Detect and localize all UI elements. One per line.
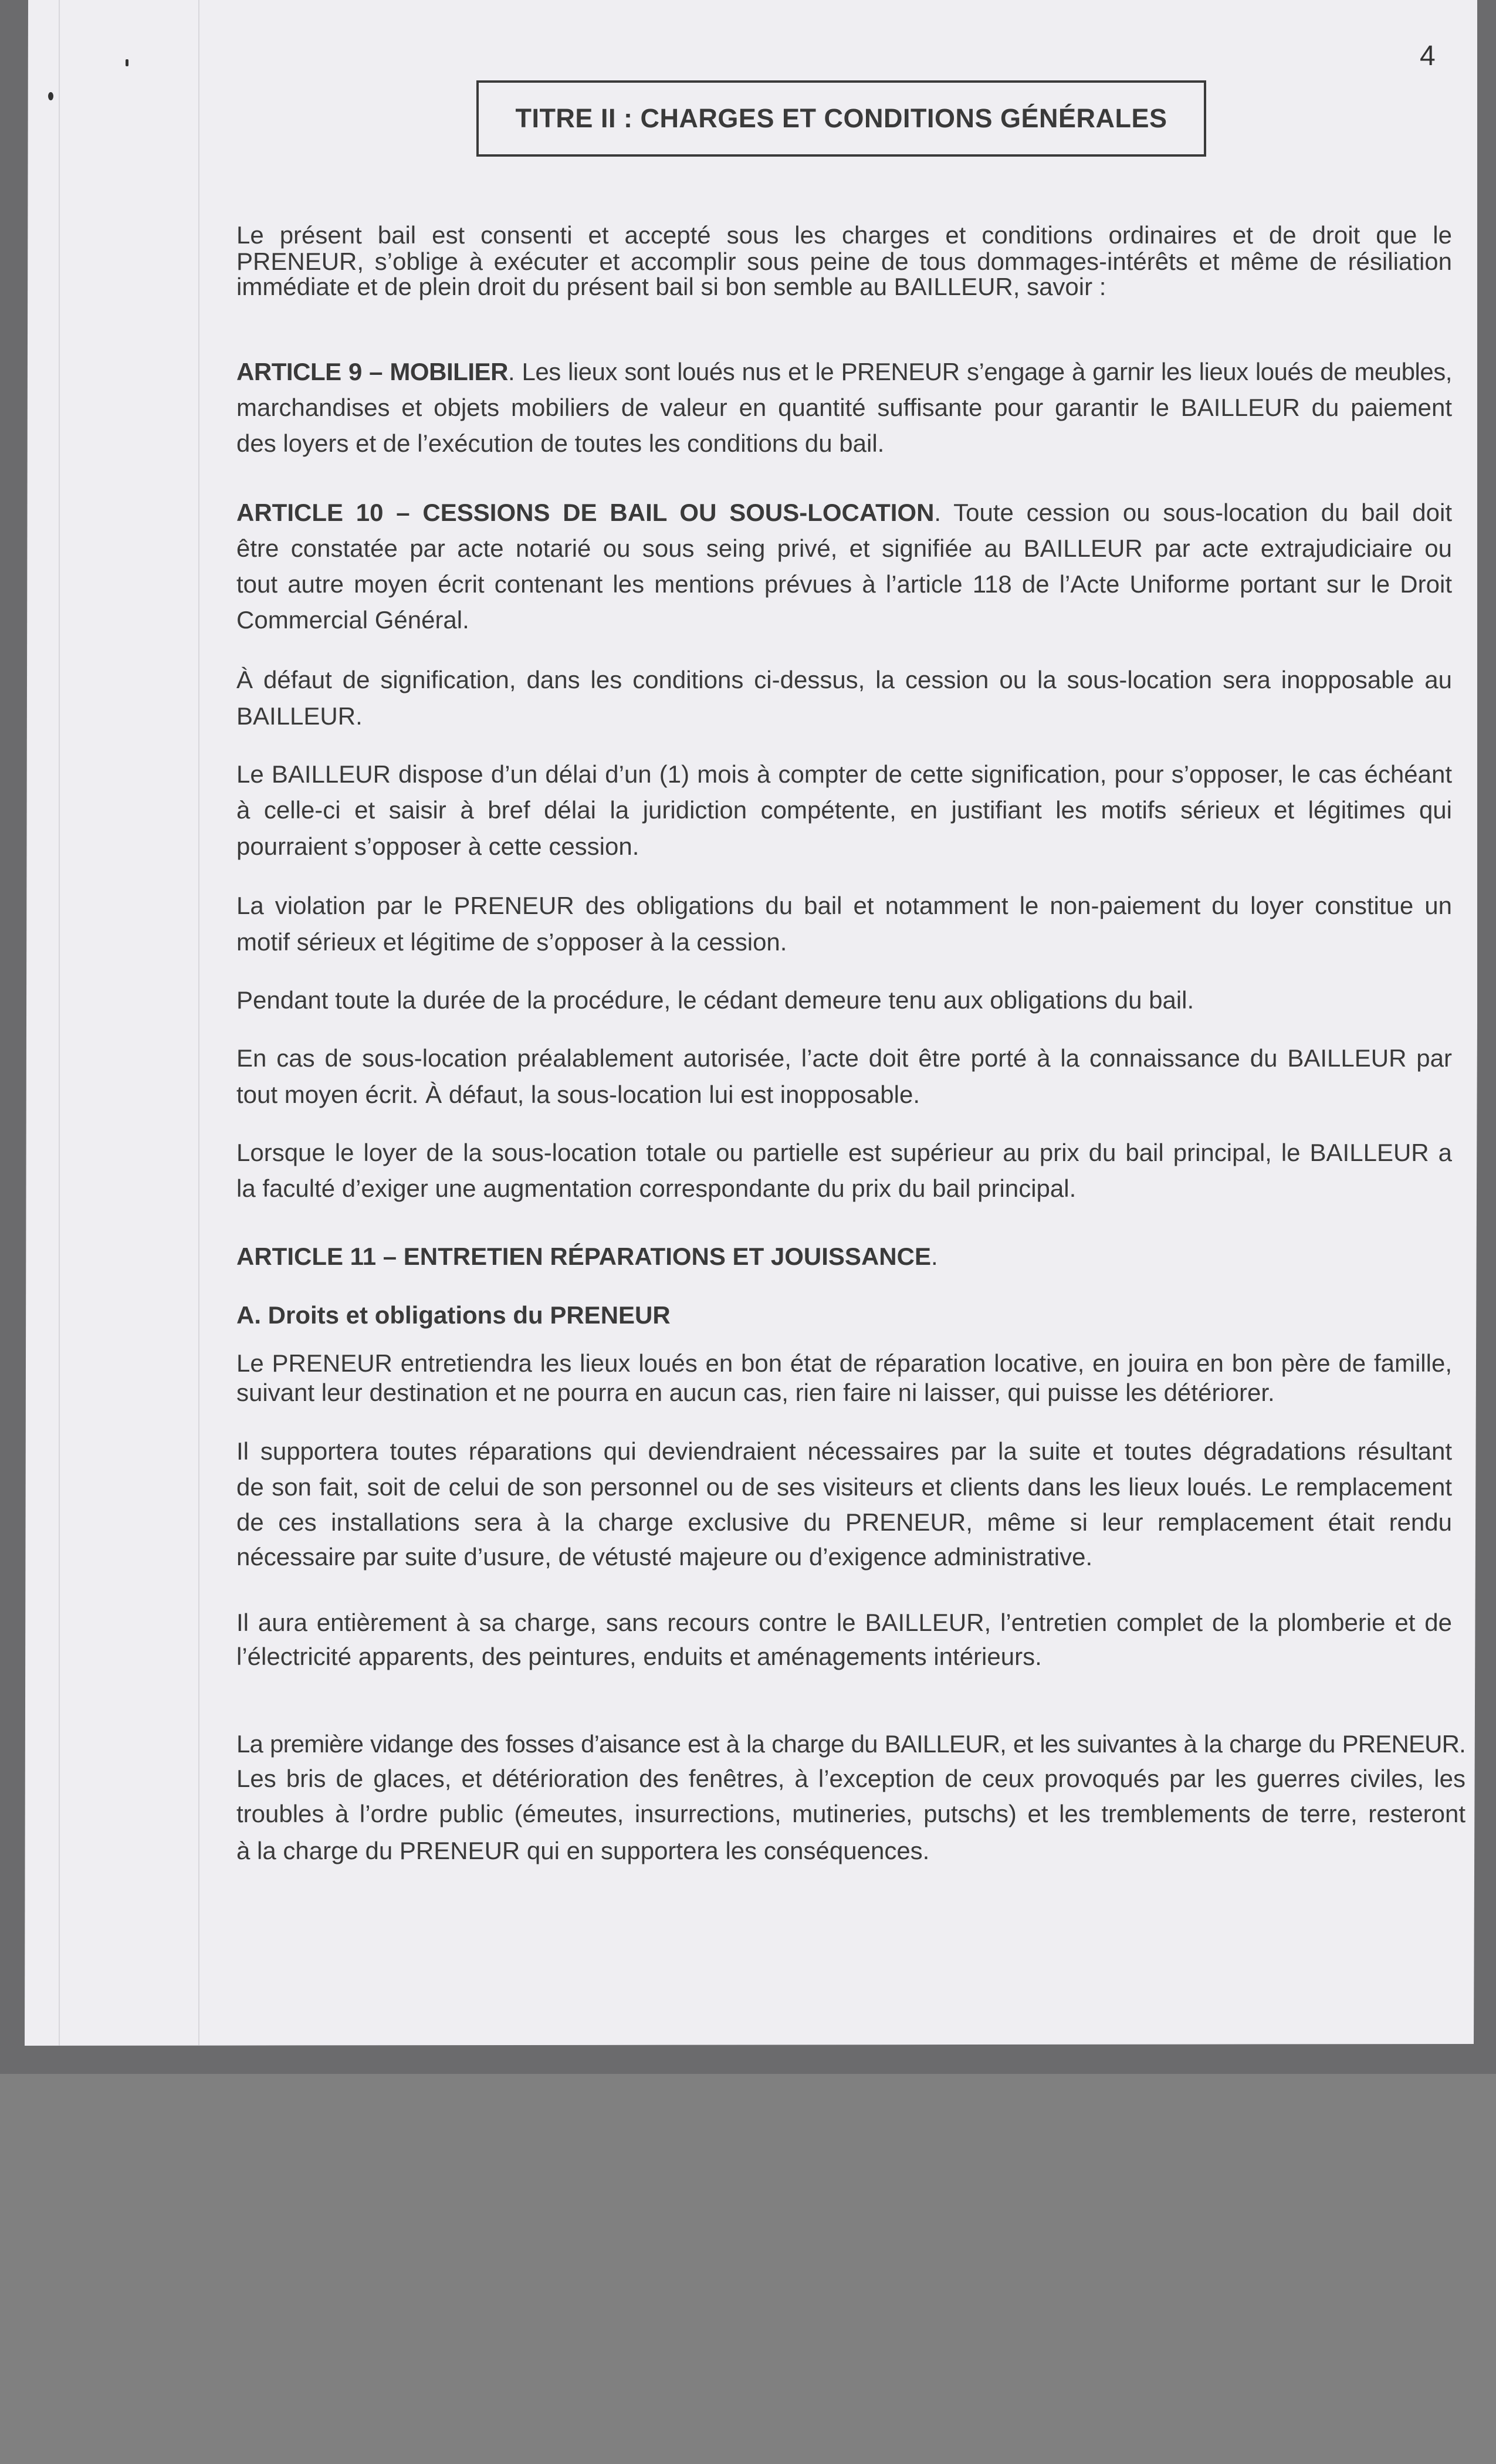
fold-line	[59, 0, 60, 2046]
section-title-box	[476, 80, 1206, 157]
margin-line	[198, 0, 199, 2046]
staple-hole-icon	[48, 92, 53, 100]
article-11-subheading: A. Droits et obligations du PRENEUR	[236, 1301, 671, 1329]
staple-hole-icon	[126, 59, 128, 66]
section-title: TITRE II : CHARGES ET CONDITIONS GÉNÉRALES	[515, 103, 1167, 133]
article-11-heading	[236, 1243, 938, 1271]
article-9-heading: ARTICLE 9 – MOBILIER	[236, 358, 508, 385]
article-11-heading-text: ARTICLE 11 – ENTRETIEN RÉPARATIONS ET JOUISSANCE	[236, 1243, 931, 1270]
article-10-heading: ARTICLE 10 – CESSIONS DE BAIL OU SOUS-LOCATION	[236, 499, 935, 526]
article-11-heading-period: .	[930, 1243, 938, 1270]
page-number: 4	[1420, 40, 1436, 72]
